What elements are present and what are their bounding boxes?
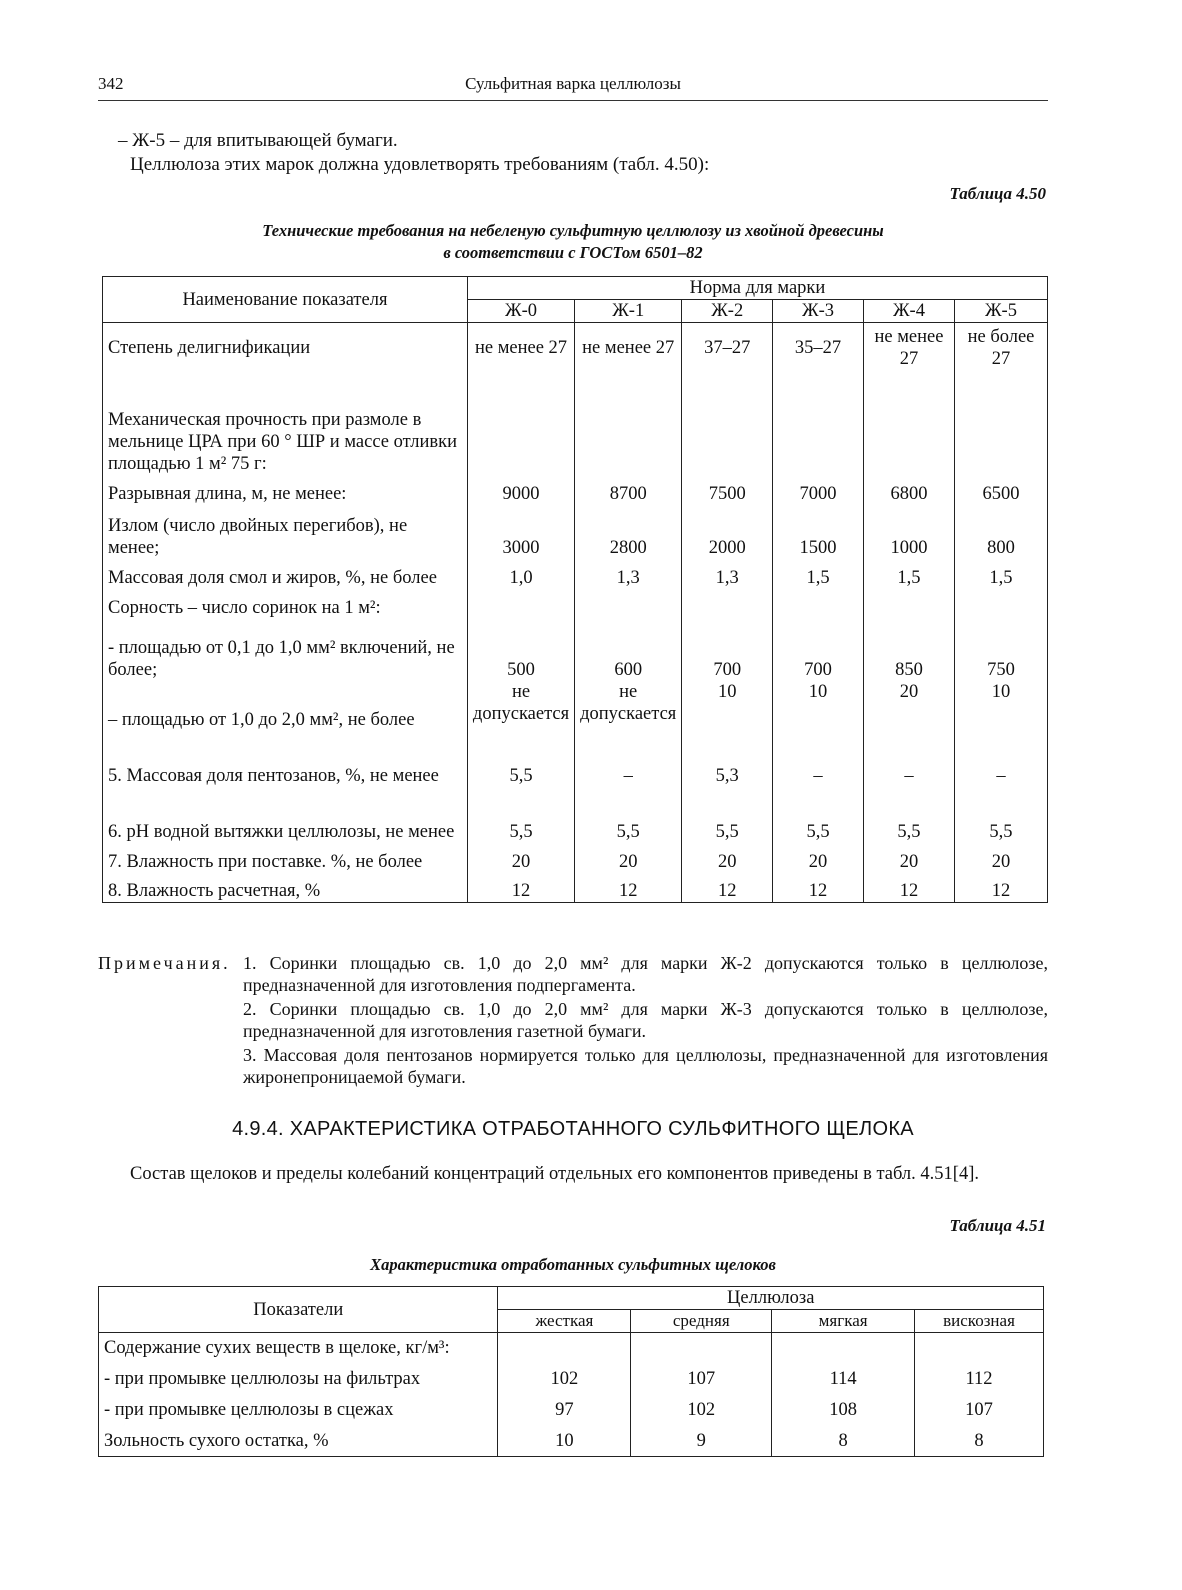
table-451-cell [498, 1333, 631, 1364]
cellulose-type-header: жесткая [498, 1310, 631, 1333]
grade-header: Ж-1 [575, 300, 682, 323]
grade-header: Ж-4 [863, 300, 954, 323]
table-450-cell [682, 589, 773, 619]
table-450-cell: – [954, 731, 1047, 787]
table-451-cell: 8 [772, 1426, 915, 1457]
table-451-row [99, 1364, 1044, 1395]
note-item: 1. Соринки площадью св. 1,0 до 2,0 мм² для марки Ж-2 допускаются только в целлюлозе, предназначенной для изготовления подпергамента. [243, 953, 1048, 995]
table-450-row-name: 8. Влажность расчетная, % [103, 873, 468, 903]
table-450-cell: 5,5 [954, 787, 1047, 843]
table-450-row-name: Разрывная длина, м, не менее: [103, 475, 468, 505]
table-450-row [103, 787, 1048, 843]
table-450-cell: 600 [575, 619, 682, 681]
table-450-cell: 7000 [773, 475, 864, 505]
table-450-cell: 5,5 [575, 787, 682, 843]
table-450-cell [773, 589, 864, 619]
table-450-cell: 10 [773, 681, 864, 731]
note-item: 3. Массовая доля пентозанов нормируется только для целлюлозы, предназначенной для изготовления жиронепроницаемой бумаги. [243, 1045, 1048, 1087]
table-450-cell: 700 [773, 619, 864, 681]
table-450-cell: не менее 27 [467, 323, 574, 373]
table-451-cell: 114 [772, 1364, 915, 1395]
table-450-cell: 12 [773, 873, 864, 903]
table-451 [98, 1286, 1044, 1457]
table-450 [102, 276, 1048, 903]
table-450-cell: 20 [467, 843, 574, 873]
table-451-cell: 102 [498, 1364, 631, 1395]
page-number: 342 [98, 74, 124, 93]
cellulose-type-header: мягкая [772, 1310, 915, 1333]
table-450-row-name: Сорность – число соринок на 1 м²: [103, 589, 468, 619]
table-450-cell: 800 [954, 505, 1047, 559]
table-451-cell: 112 [915, 1364, 1044, 1395]
table-450-cell: – [773, 731, 864, 787]
table-451-cell: 108 [772, 1395, 915, 1426]
table-450-row [103, 475, 1048, 505]
table-450-cell: 1,5 [773, 559, 864, 589]
section-paragraph: Состав щелоков и пределы колебаний концентраций отдельных его компонентов приведены в табл. 4.51[4]. [130, 1164, 979, 1184]
table-450-cell: не допускается [575, 681, 682, 731]
table-451-row [99, 1333, 1044, 1364]
table-450-cell: 5,5 [682, 787, 773, 843]
section-heading: 4.9.4. ХАРАКТЕРИСТИКА ОТРАБОТАННОГО СУЛЬФИТНОГО ЩЕЛОКА [232, 1118, 914, 1140]
table-451-row [99, 1426, 1044, 1457]
table-450-row-name: - площадью от 0,1 до 1,0 мм² включений, не более; [103, 619, 468, 681]
table-450-cell: 37–27 [682, 323, 773, 373]
table-450-cell: 10 [954, 681, 1047, 731]
table-450-cell: 1,0 [467, 559, 574, 589]
table-450-row-name: 6. pH водной вытяжки целлюлозы, не менее [103, 787, 468, 843]
table-450-head-norm: Норма для марки [467, 277, 1047, 300]
table-450-cell: 2000 [682, 505, 773, 559]
table-450-cell: 20 [863, 681, 954, 731]
table-451-cell [631, 1333, 772, 1364]
table-450-row [103, 505, 1048, 559]
table-450-cell: 500 [467, 619, 574, 681]
table-450-cell [773, 373, 864, 475]
table-450-row-name: Механическая прочность при размоле в мельнице ЦРА при 60 ° ШР и массе отливки площадью 1 м² 75 г: [103, 373, 468, 475]
table-451-cell [915, 1333, 1044, 1364]
table-450-row [103, 681, 1048, 731]
running-header [98, 72, 1048, 101]
table-450-caption-line1: Технические требования на небеленую сульфитную целлюлозу из хвойной древесины [262, 221, 884, 240]
table-450-cell: 20 [954, 843, 1047, 873]
table-450-cell: не более 27 [954, 323, 1047, 373]
table-451-head-indicators: Показатели [99, 1287, 498, 1333]
table-450-cell: 5,5 [467, 787, 574, 843]
table-450-caption-line2: в соответствии с ГОСТом 6501–82 [443, 243, 703, 262]
table-450-cell [575, 373, 682, 475]
table-450-cell [863, 589, 954, 619]
table-450-row [103, 373, 1048, 475]
table-450-row-name: Массовая доля смол и жиров, %, не более [103, 559, 468, 589]
table-450-cell: – [863, 731, 954, 787]
cellulose-type-header: вискозная [915, 1310, 1044, 1333]
table-451-cell: 9 [631, 1426, 772, 1457]
table-450-cell: 9000 [467, 475, 574, 505]
table-450-cell: 1000 [863, 505, 954, 559]
table-450-cell: 35–27 [773, 323, 864, 373]
table-451-cell: 107 [631, 1364, 772, 1395]
table-450-row-name: 5. Массовая доля пентозанов, %, не менее [103, 731, 468, 787]
table-450-row [103, 589, 1048, 619]
table-450-row-name: 7. Влажность при поставке. %, не более [103, 843, 468, 873]
table-450-row [103, 323, 1048, 373]
table-451-row-name: - при промывке целлюлозы в сцежах [99, 1395, 498, 1426]
table-450-cell: 2800 [575, 505, 682, 559]
table-450-row [103, 731, 1048, 787]
table-450-cell: 5,3 [682, 731, 773, 787]
intro-line-1: – Ж-5 – для впитывающей бумаги. [118, 130, 398, 151]
table-450-cell [575, 589, 682, 619]
notes-prefix: Примечания. [98, 953, 231, 973]
table-450-cell: 6500 [954, 475, 1047, 505]
table-451-head-cellulose: Целлюлоза [498, 1287, 1044, 1310]
grade-header: Ж-3 [773, 300, 864, 323]
table-450-cell: 12 [954, 873, 1047, 903]
table-451-row [99, 1395, 1044, 1426]
table-451-cell [772, 1333, 915, 1364]
table-450-cell: 7500 [682, 475, 773, 505]
table-451-caption: Характеристика отработанных сульфитных щелоков [370, 1255, 776, 1274]
table-450-row [103, 619, 1048, 681]
table-450-cell [467, 373, 574, 475]
table-450-cell: 3000 [467, 505, 574, 559]
table-450-cell: 1,3 [682, 559, 773, 589]
table-450-label: Таблица 4.50 [949, 184, 1046, 203]
grade-header: Ж-2 [682, 300, 773, 323]
table-450-row [103, 873, 1048, 903]
table-450-cell: 1500 [773, 505, 864, 559]
table-451-cell: 8 [915, 1426, 1044, 1457]
table-450-cell: 20 [682, 843, 773, 873]
table-450-cell: 5,5 [863, 787, 954, 843]
grade-header: Ж-0 [467, 300, 574, 323]
table-450-cell: 5,5 [773, 787, 864, 843]
note-item: 2. Соринки площадью св. 1,0 до 2,0 мм² для марки Ж-3 допускаются только в целлюлозе, предназначенной для изготовления газетной бумаги. [243, 999, 1048, 1041]
table-450-head-indicator: Наименование показателя [103, 277, 468, 323]
table-451-cell: 102 [631, 1395, 772, 1426]
table-451-row-name: Зольность сухого остатка, % [99, 1426, 498, 1457]
table-450-cell: 6800 [863, 475, 954, 505]
table-451-row-name: - при промывке целлюлозы на фильтрах [99, 1364, 498, 1395]
table-450-cell: 20 [575, 843, 682, 873]
table-450-cell: 1,3 [575, 559, 682, 589]
table-450-cell: 12 [863, 873, 954, 903]
table-450-row [103, 843, 1048, 873]
table-450-cell: 1,5 [863, 559, 954, 589]
table-450-cell: 700 [682, 619, 773, 681]
table-450-cell [467, 589, 574, 619]
table-450-row-name: Излом (число двойных перегибов), не менее; [103, 505, 468, 559]
table-451-cell: 107 [915, 1395, 1044, 1426]
table-450-cell: не менее 27 [863, 323, 954, 373]
table-450-cell: 20 [863, 843, 954, 873]
table-450-cell: 8700 [575, 475, 682, 505]
grade-header: Ж-5 [954, 300, 1047, 323]
table-450-cell: 5,5 [467, 731, 574, 787]
table-450-cell: 850 [863, 619, 954, 681]
table-451-cell: 97 [498, 1395, 631, 1426]
table-450-row [103, 559, 1048, 589]
table-450-cell [954, 589, 1047, 619]
table-450-cell: – [575, 731, 682, 787]
table-450-cell [682, 373, 773, 475]
table-450-cell: 12 [575, 873, 682, 903]
table-450-cell: 12 [682, 873, 773, 903]
table-450-cell: 10 [682, 681, 773, 731]
table-450-cell [954, 373, 1047, 475]
table-450-cell: 20 [773, 843, 864, 873]
table-451-label: Таблица 4.51 [949, 1216, 1046, 1235]
cellulose-type-header: средняя [631, 1310, 772, 1333]
table-451-cell: 10 [498, 1426, 631, 1457]
table-450-cell: 1,5 [954, 559, 1047, 589]
table-450-cell: не менее 27 [575, 323, 682, 373]
table-450-cell: не допускается [467, 681, 574, 731]
table-450-cell [863, 373, 954, 475]
table-451-row-name: Содержание сухих веществ в щелоке, кг/м³: [99, 1333, 498, 1364]
table-450-row-name: – площадью от 1,0 до 2,0 мм², не более [103, 681, 468, 731]
intro-line-2: Целлюлоза этих марок должна удовлетворять требованиям (табл. 4.50): [130, 154, 710, 175]
table-450-row-name: Степень делигнификации [103, 323, 468, 373]
table-450-cell: 750 [954, 619, 1047, 681]
running-title: Сульфитная варка целлюлозы [465, 74, 681, 93]
table-450-cell: 12 [467, 873, 574, 903]
